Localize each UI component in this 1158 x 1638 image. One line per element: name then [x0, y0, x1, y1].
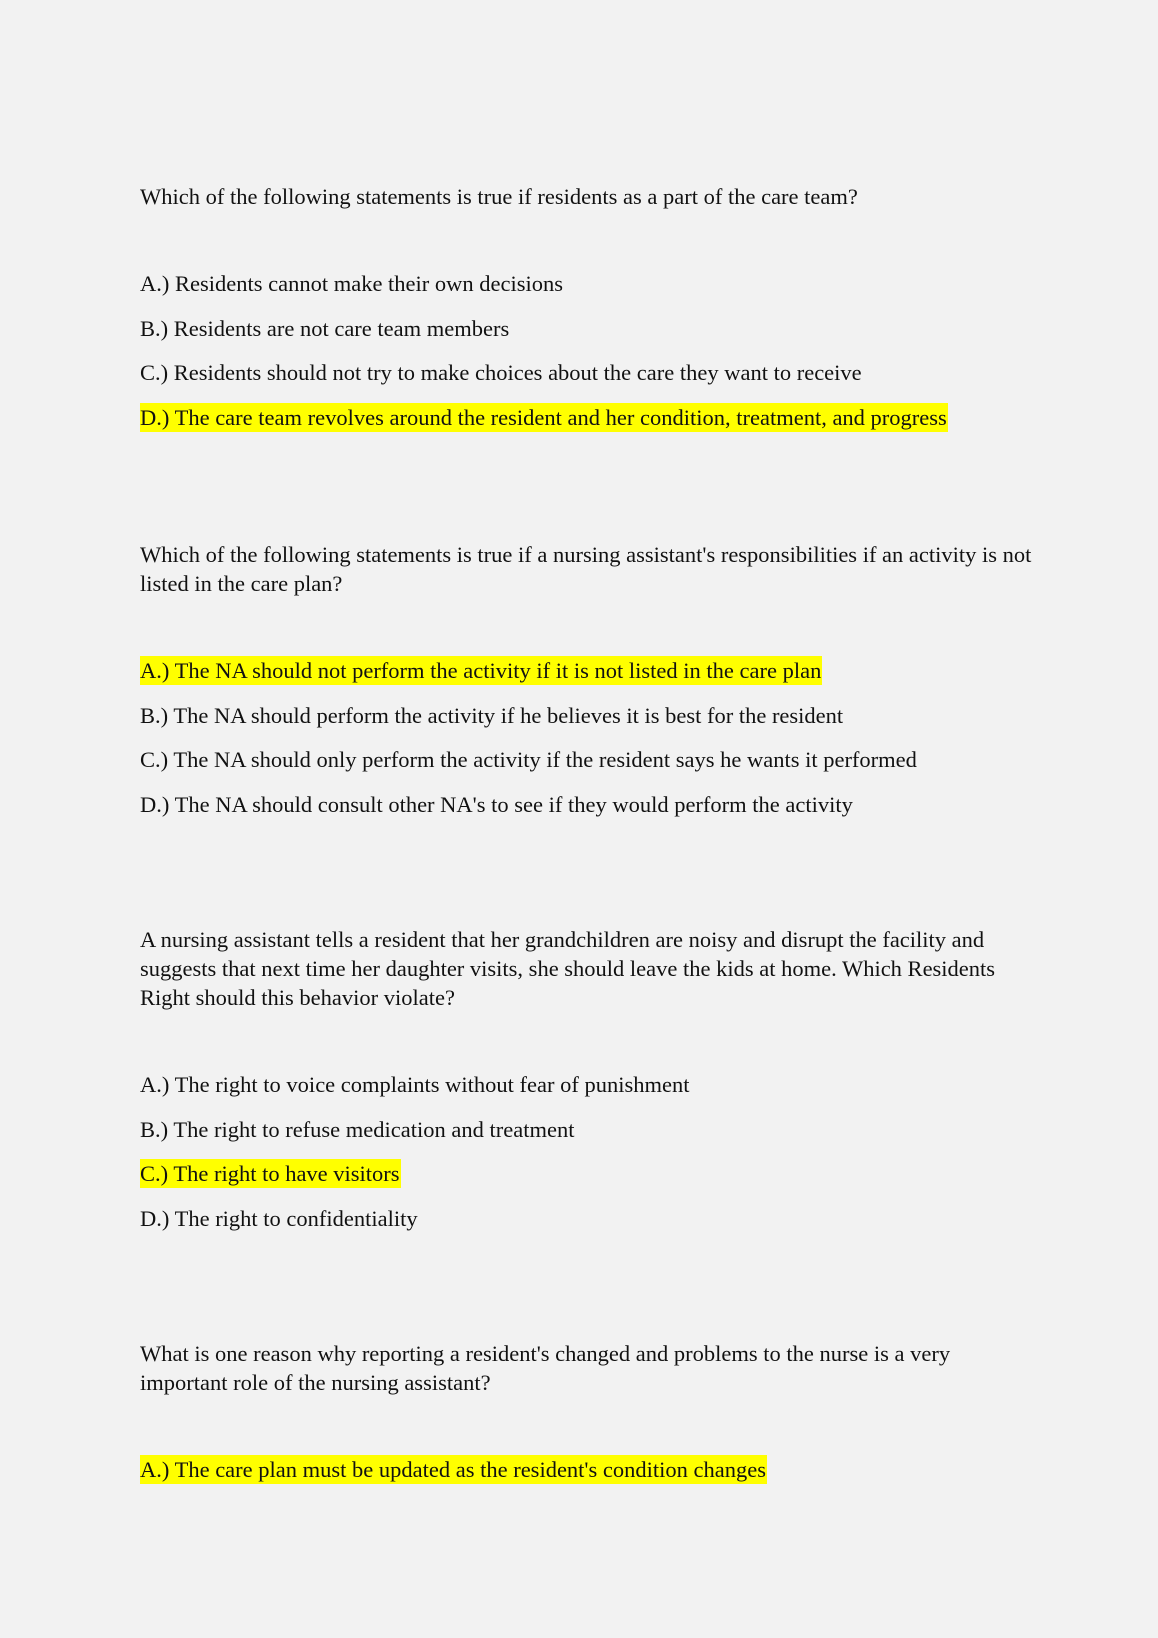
- question-3-option-c-highlighted: [140, 1159, 1040, 1188]
- question-1-option-a: [140, 269, 1040, 298]
- question-2-option-d: [140, 790, 1040, 819]
- question-3-option-b: [140, 1115, 1040, 1144]
- option-label: D.) The care team revolves around the resident and her condition, treatment, and progress: [140, 404, 947, 430]
- document-page: [140, 0, 1040, 1638]
- option-label: D.) The NA should consult other NA's to see if they would perform the activity: [140, 791, 853, 817]
- question-3-option-a: [140, 1070, 1040, 1099]
- option-label: B.) The NA should perform the activity if he believes it is best for the resident: [140, 702, 844, 728]
- question-4-options: [140, 1455, 1040, 1484]
- question-1: [140, 182, 1040, 447]
- question-3-option-d: [140, 1204, 1040, 1233]
- question-2-option-b: [140, 701, 1040, 730]
- question-2-options: [140, 656, 1040, 819]
- question-4: [140, 1339, 1040, 1500]
- option-label: A.) The right to voice complaints without fear of punishment: [140, 1072, 690, 1097]
- option-label: D.) The right to confidentiality: [140, 1205, 418, 1231]
- question-1-options: [140, 269, 1040, 432]
- option-label: A.) The NA should not perform the activity if it is not listed in the care plan: [140, 658, 822, 683]
- question-2: [140, 540, 1040, 834]
- question-1-option-b: [140, 314, 1040, 343]
- option-label: B.) The right to refuse medication and treatment: [140, 1116, 575, 1142]
- question-2-text: Which of the following statements is true if a nursing assistant's responsibilities if an activity is not listed in the care plan?: [140, 542, 1032, 596]
- question-4-option-a-highlighted: [140, 1455, 1040, 1484]
- question-4-text: What is one reason why reporting a resident's changed and problems to the nurse is a very important role of the nursing assistant?: [140, 1341, 951, 1395]
- option-label: B.) Residents are not care team members: [140, 315, 510, 341]
- option-label: C.) Residents should not try to make choices about the care they want to receive: [140, 360, 862, 385]
- option-label: A.) Residents cannot make their own decisions: [140, 271, 564, 296]
- question-2-option-c: [140, 745, 1040, 774]
- option-label: C.) The NA should only perform the activity if the resident says he wants it performed: [140, 747, 917, 772]
- question-1-option-d-highlighted: [140, 403, 1040, 432]
- question-2-option-a-highlighted: [140, 656, 1040, 685]
- question-3: [140, 925, 1040, 1248]
- option-label: A.) The care plan must be updated as the resident's condition changes: [140, 1457, 766, 1482]
- question-3-options: [140, 1070, 1040, 1233]
- question-3-text: A nursing assistant tells a resident that her grandchildren are noisy and disrupt the facility and suggests that next time her daughter visits, she should leave the kids at home. Which Residents Right should this behavior violate?: [140, 927, 996, 1010]
- question-1-option-c: [140, 358, 1040, 387]
- question-1-text: Which of the following statements is true if residents as a part of the care team?: [140, 184, 858, 209]
- option-label: C.) The right to have visitors: [140, 1161, 400, 1186]
